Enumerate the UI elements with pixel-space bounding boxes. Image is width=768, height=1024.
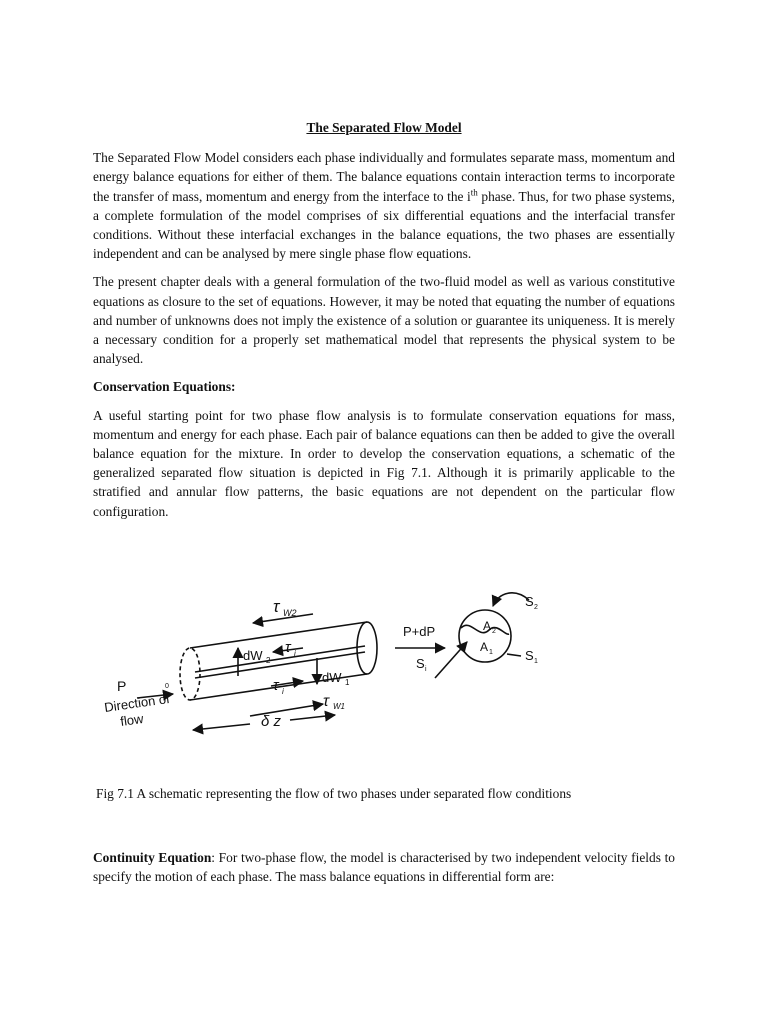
pipe-outlet-ellipse [357, 622, 377, 674]
label-dw2-sub: 2 [266, 656, 271, 665]
delta-z-arrow-right [290, 715, 335, 720]
label-p: P [117, 678, 127, 694]
label-tau-i-top: τ [285, 639, 291, 656]
paragraph-chapter: The present chapter deals with a general formulation of the two-fluid model as well as various constitutive equations as closure to the set of equations. However, it may be noted that equating the number of equations and number of unknowns does not imply the existence of a solution or guarantee its uniqueness. It is merely a necessary condition for a properly set mathematical model that represents the physical system to be analysed. [93, 274, 675, 367]
label-a1: A [480, 640, 489, 654]
label-a2: A [483, 619, 492, 633]
section-heading-conservation: Conservation Equations: [93, 379, 236, 395]
label-tau-w1: τ [323, 693, 329, 710]
label-s2: S [525, 594, 534, 609]
label-dw2: dW [243, 648, 263, 663]
label-s1-sub: 1 [534, 658, 538, 665]
label-delta-z: δ z [261, 713, 282, 730]
paragraph-intro-text: The Separated Flow Model considers each phase individually and formulates separate mass, momentum and energy balance equations for either of them. The balance equations contain interaction terms to incorporate the transfer of mass, momentum and energy from the interface to the i [93, 150, 675, 204]
label-tau-w2: τ [273, 597, 280, 616]
cross-section-circle [459, 610, 511, 662]
s1-leader [507, 654, 521, 656]
label-direction-line2: flow [119, 710, 145, 729]
label-si-sub: i [425, 666, 427, 673]
paragraph-intro [93, 148, 675, 263]
paragraph-conservation: A useful starting point for two phase flow analysis is to formulate conservation equations for mass, momentum and energy for each phase. Each pair of balance equations can then be added to give the overall balance equation for the mixture. In order to develop the conservation equations, a schematic of the generalized separated flow situation is depicted in Fig 7.1. Although it is primarily applicable to the stratified and annular flow patterns, the basic equations are not dependent on the particular flow configuration. [93, 407, 675, 519]
page-title: The Separated Flow Model [306, 120, 462, 135]
label-dw1-sub: 1 [345, 678, 350, 687]
s2-arrow [493, 593, 529, 606]
label-tau-w1-sub: W1 [333, 702, 345, 711]
paragraph-continuity [93, 848, 675, 886]
continuity-text: : For two-phase flow, the model is characterised by two independent velocity fields to specify the motion of each phase. The mass balance equations in differential form are: [93, 850, 676, 885]
label-tau-w2-sub: W2 [283, 608, 297, 618]
label-s2-sub: 2 [534, 604, 538, 611]
paragraph-intro-text-cont: phase. Thus, for two phase systems, a complete formulation of the model comprises of six differential equations and the interfacial transfer conditions. Without these interfacial exchanges in the balance equations, the two phases are essentially independent and can be analysed by mere single phase flow equations. [93, 188, 675, 262]
label-a2-sub: 2 [492, 628, 496, 635]
label-dw1: dW [322, 670, 342, 685]
label-a1-sub: 1 [489, 649, 493, 656]
label-tau-i-bottom: τ [273, 677, 279, 694]
interface-line-upper [195, 646, 365, 672]
continuity-heading: Continuity Equation [93, 850, 212, 865]
figure-caption: Fig 7.1 A schematic representing the flow of two phases under separated flow conditions [96, 786, 572, 801]
label-p-dp: P+dP [403, 624, 436, 639]
label-tau-i-bottom-sub: i [282, 687, 284, 696]
label-s1: S [525, 648, 534, 663]
pipe-inlet-ellipse [180, 648, 200, 700]
label-si: S [416, 656, 425, 671]
delta-z-arrow-left [193, 724, 250, 730]
label-p-sub: 0 [165, 683, 169, 690]
document-body [93, 118, 675, 530]
label-direction-line1: Direction of [103, 690, 171, 715]
label-tau-i-top-sub: i [294, 649, 296, 658]
superscript-th: th [470, 187, 478, 198]
pipe-top-edge [190, 622, 367, 648]
figure-schematic [95, 578, 565, 748]
